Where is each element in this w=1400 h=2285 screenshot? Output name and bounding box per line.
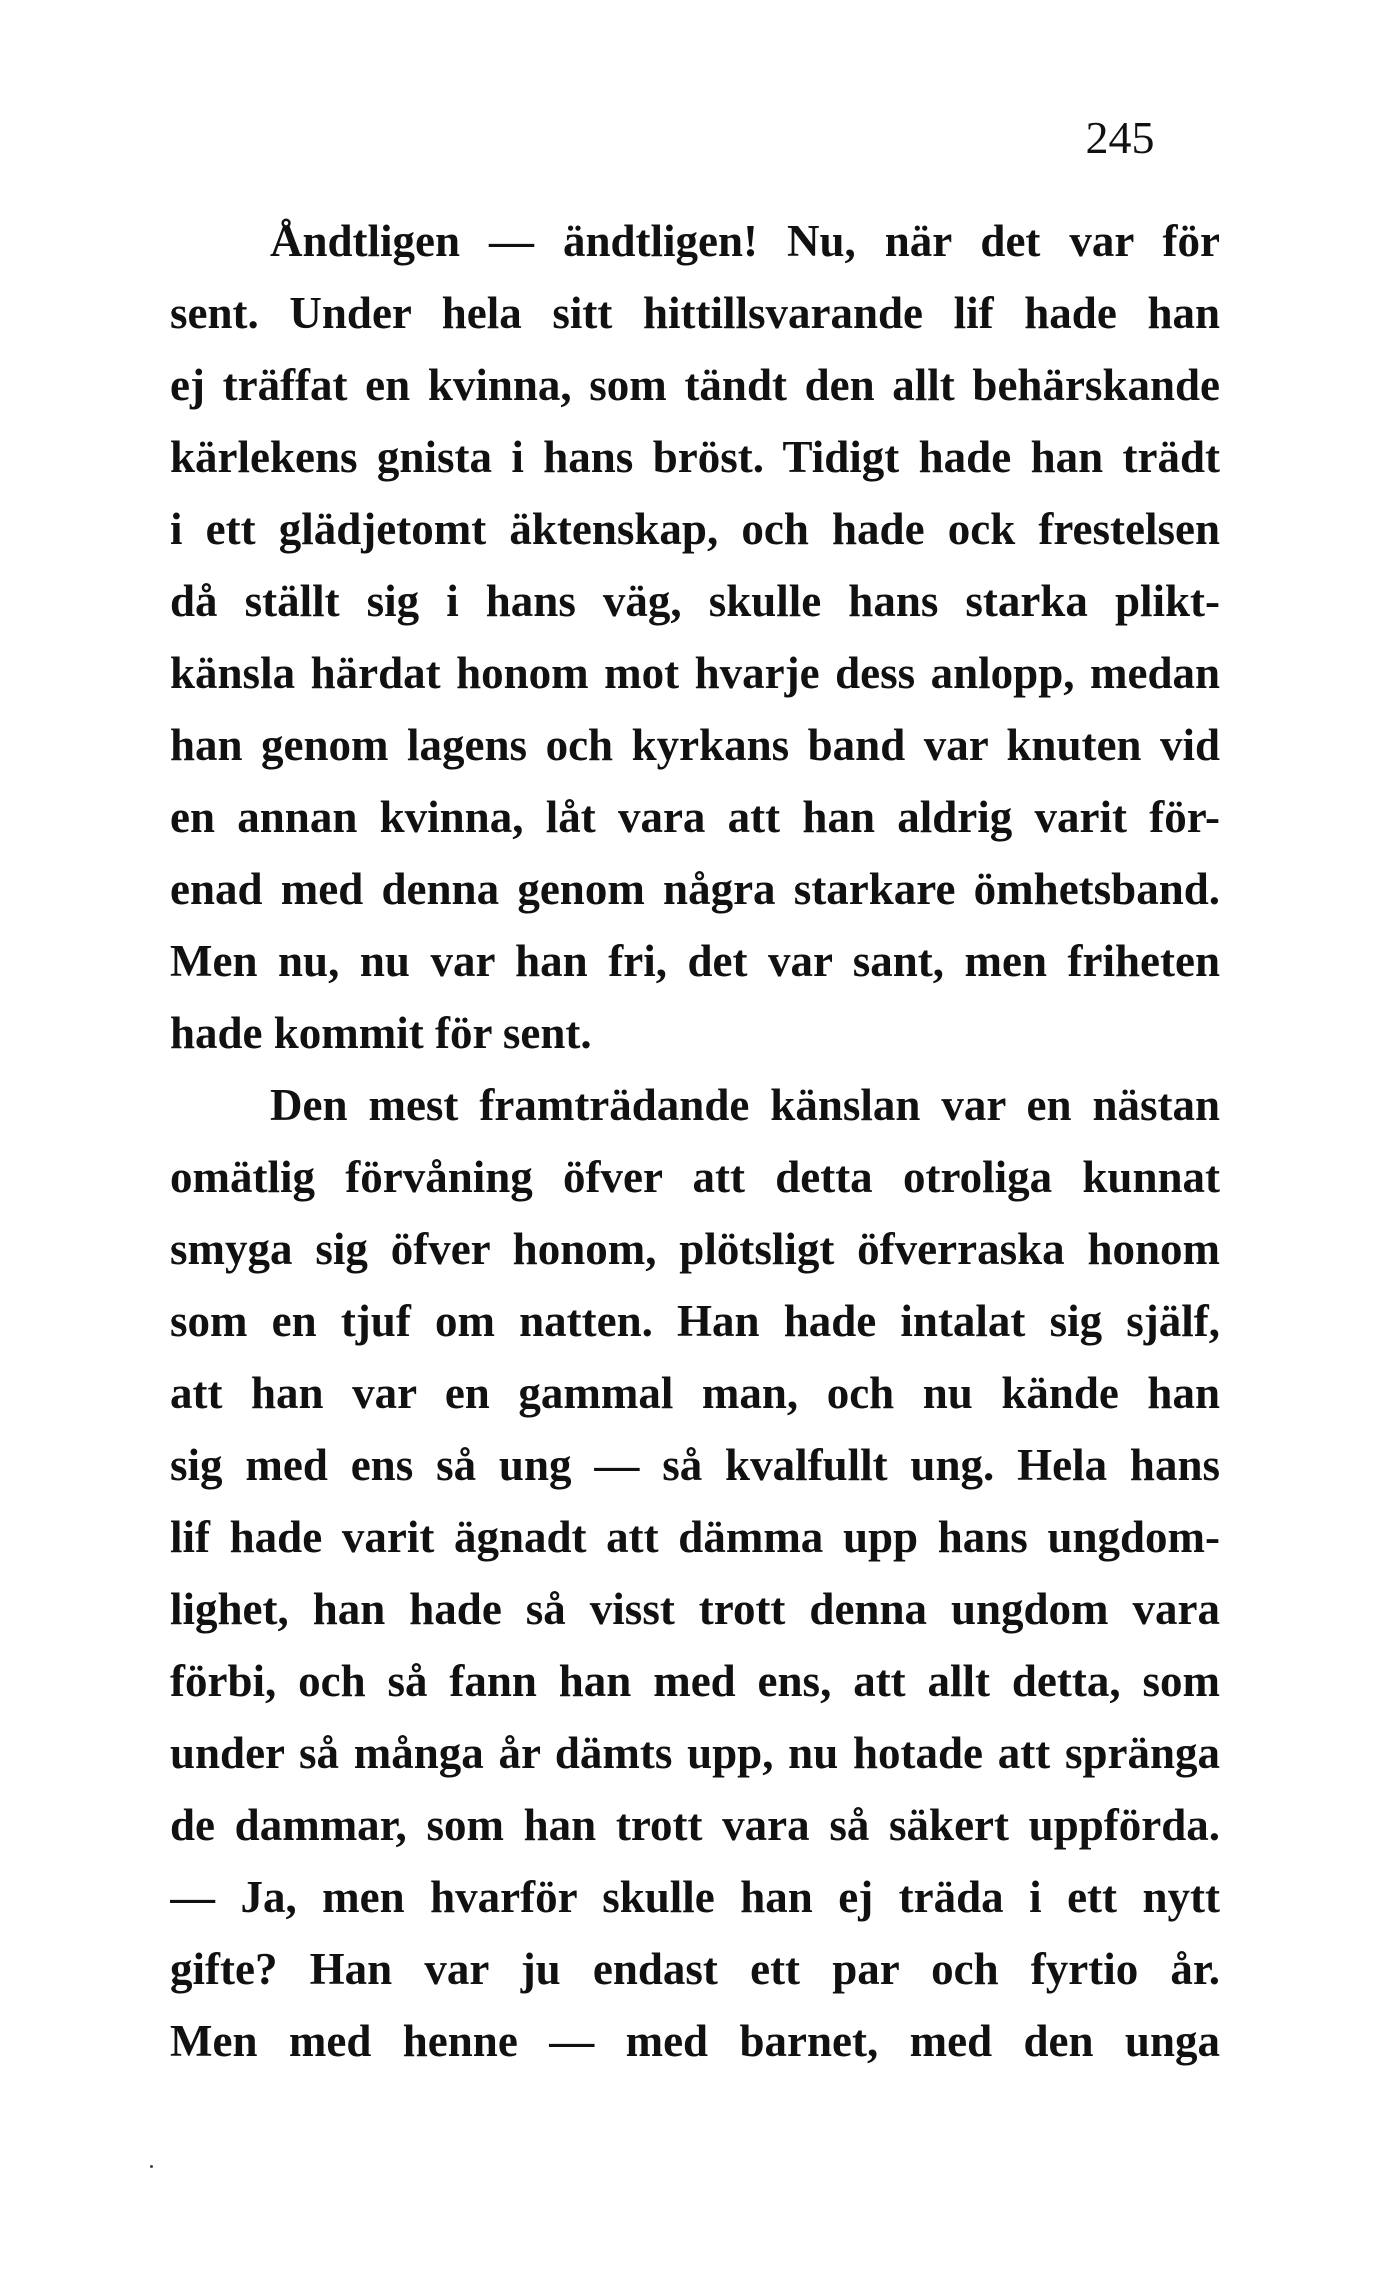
- text-line: smyga sig öfver honom, plötsligt öfverraska honom: [170, 1224, 1220, 1274]
- text-line: lif hade varit ägnadt att dämma upp hans ungdom-: [170, 1512, 1220, 1562]
- text-line: Men nu, nu var han fri, det var sant, men friheten: [170, 936, 1220, 986]
- paragraph-2: [170, 1069, 1220, 2077]
- body-text: [170, 205, 1220, 2077]
- text-line: Men med henne — med barnet, med den unga: [170, 2016, 1220, 2066]
- text-line: de dammar, som han trott vara så säkert uppförda.: [170, 1800, 1220, 1850]
- text-line: Åndtligen — ändtligen! Nu, när det var för: [270, 216, 1220, 266]
- text-line: känsla härdat honom mot hvarje dess anlopp, medan: [170, 648, 1220, 698]
- text-line: under så många år dämts upp, nu hotade att spränga: [170, 1728, 1220, 1778]
- text-line: en annan kvinna, låt vara att han aldrig varit för-: [170, 792, 1220, 842]
- text-line: ej träffat en kvinna, som tändt den allt behärskande: [170, 360, 1220, 410]
- text-line: kärlekens gnista i hans bröst. Tidigt hade han trädt: [170, 432, 1220, 482]
- text-line: hade kommit för sent.: [170, 1008, 592, 1058]
- paragraph-1: [170, 205, 1220, 1069]
- text-line: lighet, han hade så visst trott denna ungdom vara: [170, 1584, 1220, 1634]
- print-speck: [150, 2165, 153, 2168]
- text-line: i ett glädjetomt äktenskap, och hade ock frestelsen: [170, 504, 1220, 554]
- text-line: han genom lagens och kyrkans band var knuten vid: [170, 720, 1220, 770]
- text-line: — Ja, men hvarför skulle han ej träda i ett nytt: [170, 1872, 1220, 1922]
- text-line: Den mest framträdande känslan var en nästan: [270, 1080, 1220, 1130]
- text-line: omätlig förvåning öfver att detta otroliga kunnat: [170, 1152, 1220, 1202]
- text-line: förbi, och så fann han med ens, att allt detta, som: [170, 1656, 1220, 1706]
- text-line: sig med ens så ung — så kvalfullt ung. Hela hans: [170, 1440, 1220, 1490]
- text-line: då ställt sig i hans väg, skulle hans starka plikt-: [170, 576, 1220, 626]
- page-number: 245: [1085, 112, 1155, 163]
- text-line: gifte? Han var ju endast ett par och fyrtio år.: [170, 1944, 1220, 1994]
- text-line: som en tjuf om natten. Han hade intalat sig själf,: [170, 1296, 1220, 1346]
- text-line: enad med denna genom några starkare ömhetsband.: [170, 864, 1220, 914]
- text-line: sent. Under hela sitt hittillsvarande lif hade han: [170, 288, 1220, 338]
- text-line: att han var en gammal man, och nu kände han: [170, 1368, 1220, 1418]
